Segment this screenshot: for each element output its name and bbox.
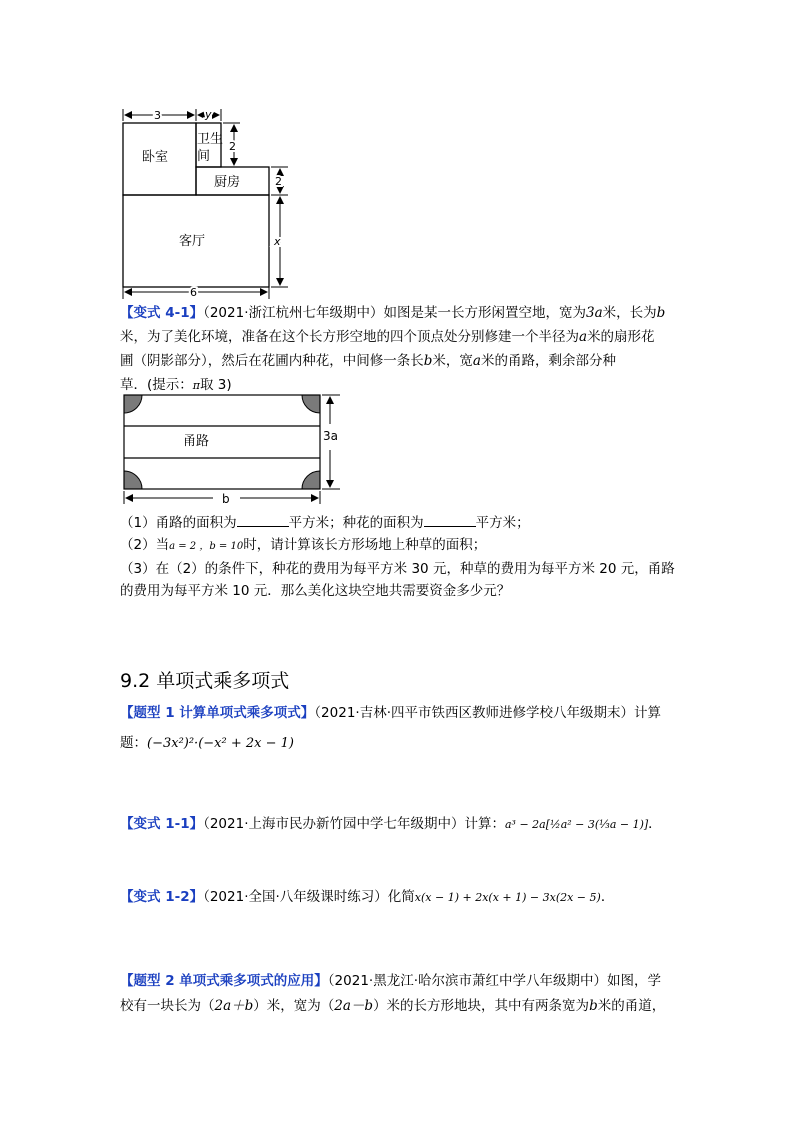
text-span: 题：: [120, 735, 147, 751]
text-span: 米的甬路，剩余部分种: [480, 353, 616, 369]
text-span: ）米的长方形地块，其中有两条宽为: [373, 998, 590, 1014]
variant-1-1-block: [120, 812, 680, 837]
math-expr: x(x − 1) + 2x(x + 1) − 3x(2x − 5): [414, 891, 601, 904]
bedroom-label: 卧室: [142, 150, 169, 165]
flowerbed-top-right: [302, 395, 320, 413]
variant-1-2-tag: 【变式 1-2】: [120, 889, 204, 905]
dim-right-3a: 3a: [323, 429, 338, 443]
text-span: （2021·全国·八年级课时练习）化简: [203, 889, 415, 905]
text-span: 米的扇形花: [587, 329, 655, 345]
text-span: （2021·浙江杭州七年级期中）如图是某一长方形闲置空地，宽为: [203, 305, 586, 321]
text-span: （2021·黑龙江·哈尔滨市萧红中学八年级期中）如图，学: [327, 973, 661, 989]
question-3-line-1: （3）在（2）的条件下，种花的费用为每平方米 30 元，种草的费用为每平方米 20 元，甬路: [120, 561, 675, 577]
variant-1-1-tag: 【变式 1-1】: [120, 816, 204, 832]
dim-top-bedroom: 3: [154, 109, 161, 122]
dim-top-bath: y: [205, 108, 212, 121]
answer-blank-2[interactable]: [424, 514, 476, 527]
variant-1-2-block: [120, 885, 680, 910]
floor-plan-figure: [110, 105, 300, 300]
text-span: 圃（阴影部分），然后在花圃内种花，中间修一条长: [120, 353, 424, 369]
text-span: 草．(提示：: [120, 377, 193, 393]
type-1-line-2: [120, 728, 680, 759]
var: 3a: [586, 305, 603, 321]
garden-figure: [115, 388, 365, 510]
type-1-line-1: [120, 698, 680, 728]
living-label: 客厅: [179, 234, 206, 249]
question-1: [120, 512, 680, 534]
kitchen-label: 厨房: [214, 175, 241, 190]
dim-right-living: x: [274, 235, 281, 248]
text-span: （2）当: [120, 537, 170, 553]
dim-right-kitchen: 2: [275, 175, 282, 188]
type-2-block: [120, 969, 680, 1019]
text-span: 米，长为: [602, 305, 657, 321]
road-label: 甬路: [183, 434, 210, 449]
math-expr: a³ − 2a[½a² − 3(⅓a − 1)]: [505, 818, 649, 831]
text-span: ．: [648, 816, 662, 832]
var: b: [423, 353, 433, 369]
questions-block: [120, 512, 680, 602]
flowerbed-bottom-left: [124, 471, 142, 489]
dim-bottom-b: b: [222, 492, 230, 506]
var: b: [656, 305, 666, 321]
variant-4-1-line-2: [120, 325, 680, 349]
var: a: [579, 329, 588, 345]
type-2-line-1: [120, 969, 680, 994]
math-expr: 2a＋b: [214, 998, 254, 1014]
garden-rect: [124, 395, 320, 489]
math-expr: a = 2 ，b = 10: [169, 541, 244, 552]
text-span: 平方米；种花的面积为: [288, 515, 424, 531]
text-span: 米，宽: [432, 353, 473, 369]
bathroom-label-1: 卫生: [197, 132, 224, 147]
text-span: 平方米；: [475, 515, 530, 531]
var: b: [589, 998, 598, 1014]
text-span: （2021·上海市民办新竹园中学七年级期中）计算：: [203, 816, 505, 832]
question-2: [120, 534, 680, 558]
var: a: [472, 353, 481, 369]
text-span: 米，为了美化环境，准备在这个长方形空地的四个顶点处分别修建一个半径为: [120, 329, 579, 345]
text-span: 时，请计算该长方形场地上种草的面积；: [243, 537, 487, 553]
type-1-block: [120, 698, 680, 759]
type-2-tag: 【题型 2 单项式乘多项式的应用】: [120, 973, 328, 989]
type-2-line-2: [120, 994, 680, 1019]
flowerbed-bottom-right: [302, 471, 320, 489]
text-span: 米的甬道，: [597, 998, 666, 1014]
variant-4-1-line-1: [120, 301, 680, 325]
text-span: （1）甬路的面积为: [120, 515, 237, 531]
text-span: （2021·吉林·四平市铁西区教师进修学校八年级期末）计算: [314, 705, 661, 721]
answer-blank-1[interactable]: [237, 514, 289, 527]
dim-right-bath: 2: [229, 140, 236, 153]
variant-4-1-text: [120, 301, 680, 398]
text-span: ）米，宽为（: [253, 998, 335, 1014]
text-span: 校有一块长为（: [120, 998, 215, 1014]
math-expr: 2a－b: [334, 998, 374, 1014]
text-span: ．: [600, 889, 615, 905]
flowerbed-top-left: [124, 395, 142, 413]
math-expr: (−3x²)²·(−x² + 2x − 1): [147, 736, 294, 751]
section-heading: 9.2 单项式乘多项式: [120, 670, 290, 692]
variant-4-1-tag: 【变式 4-1】: [120, 305, 204, 321]
bathroom-label-2: 间: [197, 149, 211, 164]
var: π: [192, 379, 201, 392]
type-1-tag: 【题型 1 计算单项式乘多项式】: [120, 705, 315, 721]
text-span: 取 3): [200, 377, 232, 393]
question-3-line-2: 的费用为每平方米 10 元．那么美化这块空地共需要资金多少元？: [120, 583, 511, 599]
dim-bottom: 6: [190, 286, 197, 299]
variant-4-1-line-3: [120, 349, 680, 373]
